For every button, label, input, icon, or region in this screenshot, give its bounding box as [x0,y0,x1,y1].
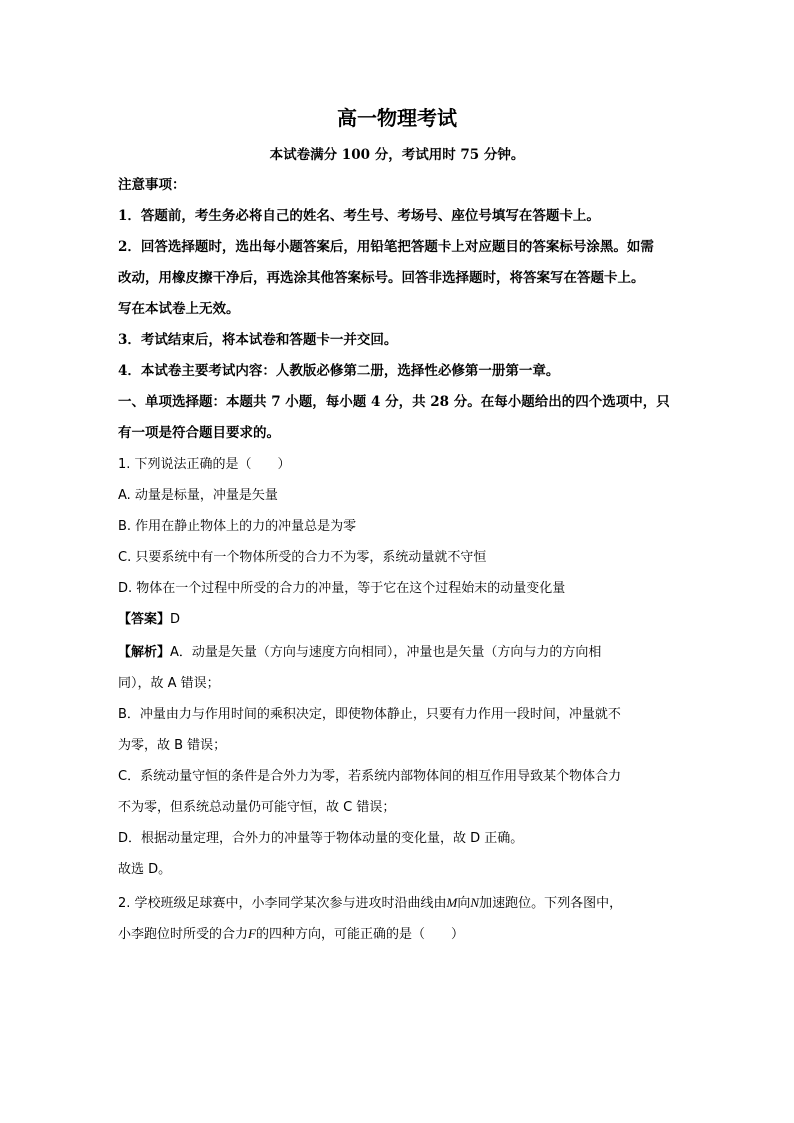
notice-item-2: 2．回答选择题时，选出每小题答案后，用铅笔把答题卡上对应题目的答案标号涂黑。如需 [118,239,654,255]
q1-analysis-line-1 [118,643,601,663]
q2-text-e: 的四种方向，可能正确的是（ ） [255,927,464,942]
q1-analysis-line-7: D．根据动量定理，合外力的冲量等于物体动量的变化量，故 D 正确。 [118,831,524,846]
q1-analysis-line-4: 为零，故 B 错误； [118,738,227,753]
q1-option-c: C. 只要系统中有一个物体所受的合力不为零，系统动量就不守恒 [118,550,487,565]
q2-text-b: 向 [457,896,471,911]
analysis-tag: 【解析】 [118,645,171,660]
exam-subtitle: 本试卷满分 100 分，考试用时 75 分钟。 [269,147,525,163]
var-m: M [446,895,458,910]
q1-answer [118,610,180,630]
var-f: F [248,926,256,941]
q1-stem: 1. 下列说法正确的是（ ） [118,457,291,472]
section1-heading-cont: 有一项是符合题目要求的。 [118,425,280,441]
section1-heading: 一、单项选择题：本题共 7 小题，每小题 4 分，共 28 分。在每小题给出的四个选项中，只 [118,394,670,410]
q1-analysis-line-8: 故选 D。 [118,862,172,877]
analysis-text: A．动量是矢量（方向与速度方向相同），冲量也是矢量（方向与力的方向相 [170,645,602,660]
q1-option-b: B. 作用在静止物体上的力的冲量总是为零 [118,519,357,534]
q1-analysis-line-6: 不为零，但系统总动量仍可能守恒，故 C 错误； [118,800,396,815]
notice-item-2-cont: 改动，用橡皮擦干净后，再选涂其他答案标号。回答非选择题时，将答案写在答题卡上。 [118,270,645,286]
q2-text-a: 2. 学校班级足球赛中，小李同学某次参与进攻时沿曲线由 [118,896,447,911]
exam-title: 高一物理考试 [337,106,457,130]
q1-analysis-line-5: C．系统动量守恒的条件是合外力为零，若系统内部物体间的相互作用导致某个物体合力 [118,769,622,784]
answer-value: D [170,612,181,627]
q1-analysis-line-2: 同），故 A 错误； [118,676,220,691]
notice-item-3: 3．考试结束后，将本试卷和答题卡一并交回。 [118,332,398,348]
notice-item-1: 1．答题前，考生务必将自己的姓名、考生号、考场号、座位号填写在答题卡上。 [118,208,600,224]
q2-stem-line-2 [118,924,464,945]
notice-item-4: 4．本试卷主要考试内容：人教版必修第二册，选择性必修第一册第一章。 [118,363,560,379]
q1-option-d: D. 物体在一个过程中所受的合力的冲量，等于它在这个过程始末的动量变化量 [118,581,566,596]
q1-analysis-line-3: B．冲量由力与作用时间的乘积决定，即使物体静止，只要有力作用一段时间，冲量就不 [118,707,621,722]
q2-text-d: 小李跑位时所受的合力 [118,927,249,942]
notice-heading: 注意事项： [118,177,186,193]
q2-stem-line-1 [118,893,622,914]
q2-text-c: 加速跑位。下列各图中， [479,896,623,911]
var-n: N [470,895,480,910]
q1-option-a: A. 动量是标量，冲量是矢量 [118,488,278,503]
notice-item-2-end: 写在本试卷上无效。 [118,301,240,317]
answer-tag: 【答案】 [118,612,171,627]
